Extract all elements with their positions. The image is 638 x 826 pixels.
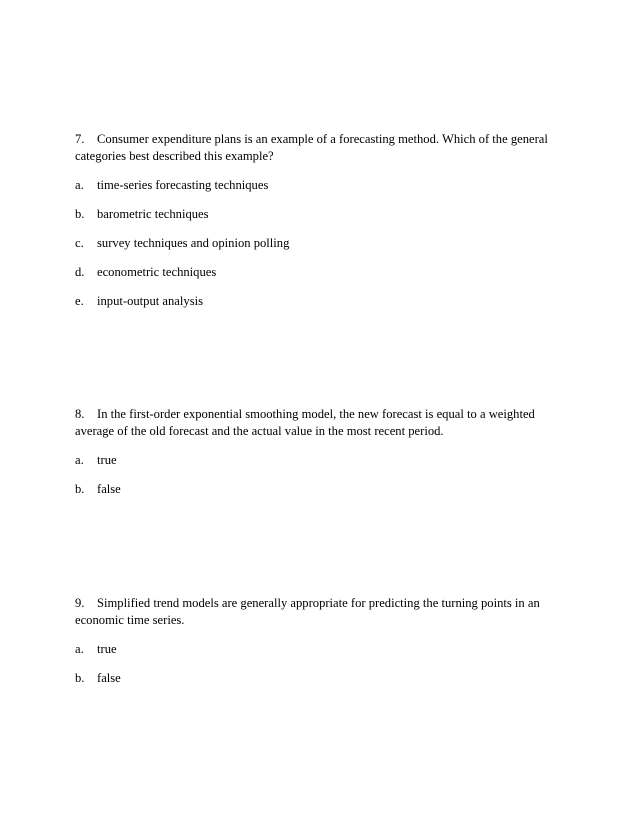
question-text: In the first-order exponential smoothing model, the new forecast is equal to a weighted average of the old forecast and the actual value in the most recent period. — [75, 407, 535, 438]
question-stem — [75, 406, 555, 440]
option-text: survey techniques and opinion polling — [97, 236, 290, 250]
question-9 — [75, 595, 555, 687]
option-text: time-series forecasting techniques — [97, 178, 269, 192]
answer-option — [75, 452, 555, 469]
option-letter: a. — [75, 642, 84, 656]
option-letter: c. — [75, 236, 84, 250]
option-text: econometric techniques — [97, 265, 217, 279]
question-stem — [75, 595, 555, 629]
option-text: false — [97, 482, 121, 496]
option-letter: b. — [75, 671, 85, 685]
question-number: 8. — [75, 407, 85, 421]
question-number: 7. — [75, 132, 85, 146]
question-number: 9. — [75, 596, 85, 610]
option-letter: b. — [75, 207, 85, 221]
answer-options — [75, 177, 555, 310]
question-stem — [75, 131, 555, 165]
answer-options — [75, 641, 555, 687]
option-letter: a. — [75, 453, 84, 467]
question-text: Consumer expenditure plans is an example of a forecasting method. Which of the general categories best described this example? — [75, 132, 548, 163]
option-letter: a. — [75, 178, 84, 192]
option-text: true — [97, 642, 117, 656]
option-text: input-output analysis — [97, 294, 203, 308]
question-7 — [75, 131, 555, 310]
answer-option — [75, 177, 555, 194]
option-letter: e. — [75, 294, 84, 308]
answer-option — [75, 293, 555, 310]
option-text: false — [97, 671, 121, 685]
option-text: barometric techniques — [97, 207, 209, 221]
answer-options — [75, 452, 555, 498]
answer-option — [75, 264, 555, 281]
option-text: true — [97, 453, 117, 467]
answer-option — [75, 670, 555, 687]
answer-option — [75, 235, 555, 252]
option-letter: b. — [75, 482, 85, 496]
answer-option — [75, 481, 555, 498]
question-8 — [75, 406, 555, 498]
question-text: Simplified trend models are generally appropriate for predicting the turning points in an economic time series. — [75, 596, 540, 627]
answer-option — [75, 206, 555, 223]
answer-option — [75, 641, 555, 658]
option-letter: d. — [75, 265, 85, 279]
